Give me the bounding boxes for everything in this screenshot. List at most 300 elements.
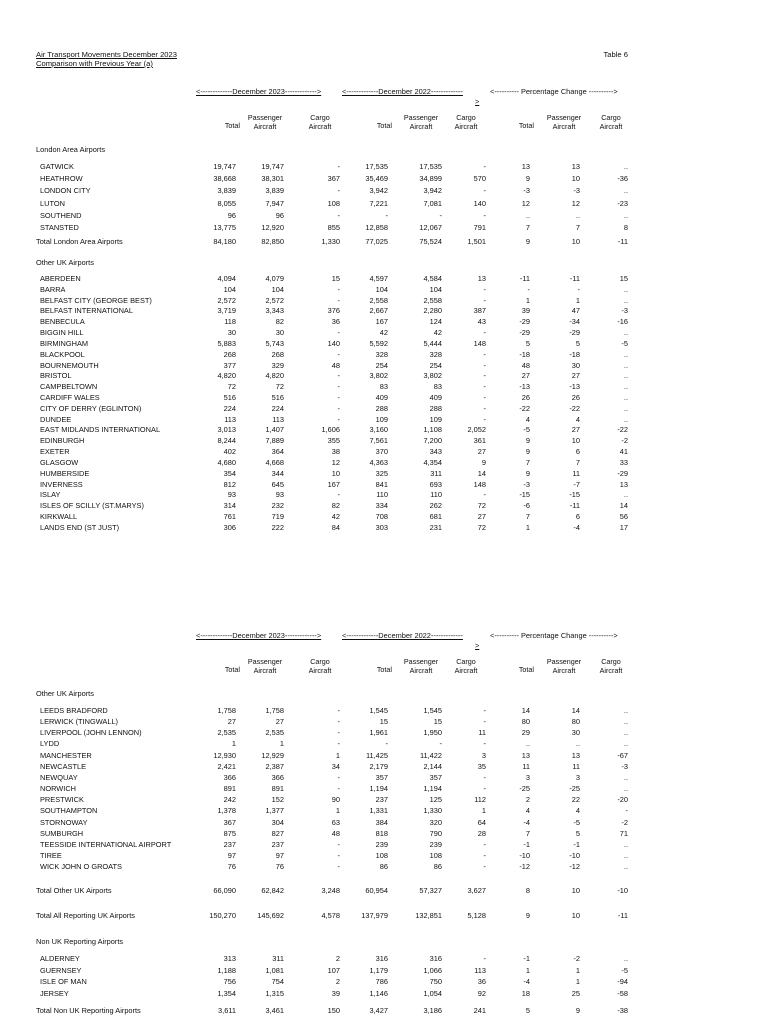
cell-dec2023-total: 313: [223, 954, 236, 963]
column-header-dec2022-passenger: [396, 114, 446, 131]
cell-dec2022-total: 4,597: [369, 274, 388, 283]
cell-dec2023-passenger: 4,668: [265, 457, 284, 467]
cell-pct-passenger: -2: [573, 954, 580, 963]
cell-dec2023-passenger: 645: [271, 479, 284, 489]
part1-table-row: [0, 447, 768, 458]
cell-dec2023-cargo: 84: [331, 522, 340, 532]
airport-name: EAST MIDLANDS INTERNATIONAL: [40, 425, 161, 435]
cell-dec2023-total: 224: [223, 403, 236, 413]
cell-dec2022-cargo: 5,128: [467, 911, 486, 920]
part1-table-row: [0, 371, 768, 382]
cell-dec2022-total: 60,954: [365, 886, 388, 895]
column-header-dec2023-total: Total: [224, 665, 240, 674]
cell-dec2022-total: 357: [375, 772, 388, 782]
cell-dec2023-total: 1,188: [217, 965, 236, 975]
cell-pct-cargo: 14: [619, 501, 628, 511]
part1-table-row: [0, 339, 768, 350]
cell-dec2022-total: 316: [375, 954, 388, 963]
cell-pct-total: 9: [525, 174, 530, 184]
airport-name: ISLAY: [40, 490, 61, 500]
cell-dec2022-cargo: 570: [473, 174, 486, 184]
cell-dec2022-total: 17,535: [365, 162, 388, 171]
airport-name: CITY OF DERRY (EGLINTON): [40, 403, 142, 413]
cell-dec2023-passenger: 329: [271, 360, 284, 370]
part2-table-row: [0, 851, 768, 862]
cell-pct-cargo: ..: [623, 772, 628, 782]
part2-table-row: [0, 966, 768, 977]
cell-dec2022-cargo: -: [483, 210, 486, 220]
cell-pct-passenger: 14: [571, 706, 580, 715]
cell-dec2023-total: 237: [223, 839, 236, 849]
cell-pct-total: -29: [519, 317, 530, 327]
cell-pct-cargo: 41: [619, 447, 628, 457]
cell-pct-passenger: 30: [571, 728, 580, 738]
column-header-dec2023-total: Total: [224, 121, 240, 130]
airport-name: GLASGOW: [40, 457, 79, 467]
cell-dec2022-cargo: -: [483, 850, 486, 860]
cell-dec2022-passenger: 104: [429, 284, 442, 294]
cell-dec2022-passenger: 231: [429, 522, 442, 532]
cell-dec2022-passenger: 316: [429, 954, 442, 963]
cell-pct-passenger: -22: [569, 403, 580, 413]
cell-dec2022-passenger: 7,200: [423, 436, 442, 446]
part1-table-row: [0, 501, 768, 512]
cell-dec2023-total: 66,090: [213, 886, 236, 895]
cell-dec2022-total: 409: [375, 393, 388, 403]
cell-pct-passenger: 25: [571, 988, 580, 998]
cell-pct-cargo: ..: [623, 850, 628, 860]
cell-dec2023-cargo: -: [337, 772, 340, 782]
airport-name: CARDIFF WALES: [40, 393, 100, 403]
part1-table-row: [0, 512, 768, 523]
cell-dec2022-cargo: 35: [477, 761, 486, 771]
part2-table-row: [0, 806, 768, 817]
cell-pct-total: 4: [525, 414, 530, 424]
cell-dec2022-total: 137,979: [361, 911, 388, 920]
cell-dec2022-cargo: 113: [474, 965, 486, 975]
cell-dec2022-total: 77,025: [365, 237, 388, 246]
cell-pct-passenger: 3: [575, 772, 580, 782]
cell-dec2023-passenger: 304: [271, 817, 284, 827]
cell-dec2022-passenger: 239: [429, 839, 442, 849]
cell-dec2022-passenger: 311: [430, 468, 442, 478]
airport-name: BLACKPOOL: [40, 349, 85, 359]
cell-dec2023-passenger: 72: [275, 382, 284, 392]
cell-dec2022-cargo: 28: [477, 828, 486, 838]
cell-dec2023-cargo: -: [337, 284, 340, 294]
column-header-dec2022-cargo: [442, 114, 490, 131]
cell-dec2023-total: 93: [227, 490, 236, 500]
cell-pct-passenger: 7: [575, 223, 580, 232]
cell-dec2023-passenger: 82,850: [261, 237, 284, 246]
cell-dec2023-passenger: 1,377: [265, 806, 284, 816]
cell-pct-passenger: 10: [571, 886, 580, 895]
cell-dec2023-total: 875: [223, 828, 236, 838]
cell-dec2023-cargo: 63: [331, 817, 340, 827]
cell-dec2023-cargo: 82: [331, 501, 340, 511]
part1-table-row: [0, 469, 768, 480]
group-header-dec2023: <-------------December 2023------------->: [196, 87, 322, 96]
cell-dec2022-cargo: 148: [473, 338, 486, 348]
cell-dec2022-passenger: 254: [429, 360, 442, 370]
cell-dec2023-passenger: 1,758: [265, 706, 284, 715]
cell-pct-total: 13: [521, 162, 530, 171]
cell-pct-total: -10: [519, 850, 530, 860]
cell-dec2023-total: 76: [227, 862, 236, 872]
cell-dec2022-cargo: -: [483, 393, 486, 403]
airport-name: TIREE: [40, 850, 62, 860]
cell-dec2022-total: 254: [375, 360, 388, 370]
cell-pct-cargo: -67: [617, 750, 628, 760]
airport-name: BELFAST INTERNATIONAL: [40, 306, 133, 316]
cell-dec2022-passenger: 108: [429, 850, 442, 860]
column-header-line2: Aircraft: [599, 121, 623, 131]
cell-dec2023-total: 4,094: [217, 274, 236, 283]
cell-pct-passenger: 7: [575, 457, 580, 467]
cell-pct-passenger: 5: [575, 828, 580, 838]
cell-dec2022-cargo: 2,052: [467, 425, 486, 435]
airport-name: HEATHROW: [40, 174, 83, 184]
part2-section-row: [0, 689, 768, 700]
cell-dec2023-total: 19,747: [213, 162, 236, 171]
cell-dec2022-cargo: 27: [477, 447, 486, 457]
column-header-line2: Aircraft: [253, 121, 277, 131]
part1-table-row: [0, 296, 768, 307]
column-header-line1: Passenger: [403, 657, 439, 666]
cell-dec2023-passenger: 5,743: [265, 338, 284, 348]
cell-dec2023-passenger: 62,842: [261, 886, 284, 895]
column-header-line1: Passenger: [403, 113, 439, 122]
cell-dec2022-total: -: [385, 739, 388, 749]
part2-section-row: [0, 886, 768, 897]
cell-pct-cargo: -11: [617, 911, 628, 920]
cell-dec2023-cargo: -: [337, 850, 340, 860]
airport-name: SOUTHEND: [40, 210, 82, 220]
column-header-line2: Aircraft: [599, 665, 623, 675]
cell-dec2023-cargo: 2: [335, 977, 340, 986]
cell-dec2023-cargo: -: [337, 371, 340, 381]
cell-dec2022-cargo: 140: [473, 198, 486, 208]
cell-dec2023-cargo: 15: [331, 274, 340, 283]
cell-dec2023-total: 13,775: [213, 223, 236, 232]
airport-name: STANSTED: [40, 223, 79, 232]
cell-pct-cargo: -2: [621, 817, 628, 827]
cell-dec2023-total: 12,930: [213, 750, 236, 760]
part1-table-row: [0, 480, 768, 491]
cell-dec2022-total: 328: [375, 349, 388, 359]
airport-name: NEWQUAY: [40, 772, 78, 782]
column-header-dec2022-cargo: [442, 658, 490, 675]
airport-name: GUERNSEY: [40, 965, 82, 975]
cell-dec2023-passenger: 268: [271, 349, 284, 359]
cell-dec2022-passenger: 5,444: [423, 338, 442, 348]
cell-pct-cargo: ..: [623, 349, 628, 359]
cell-dec2022-cargo: 3,627: [467, 886, 486, 895]
cell-dec2023-passenger: 7,947: [265, 198, 284, 208]
cell-dec2023-cargo: 367: [327, 174, 340, 184]
cell-dec2022-total: -: [385, 210, 388, 220]
section-label: Total Non UK Reporting Airports: [36, 1006, 141, 1015]
cell-dec2022-cargo: -: [483, 403, 486, 413]
cell-dec2022-passenger: 4,354: [423, 457, 442, 467]
cell-dec2023-passenger: 4,079: [265, 274, 284, 283]
airport-name: CAMPBELTOWN: [40, 382, 98, 392]
cell-pct-cargo: -38: [617, 1006, 628, 1015]
cell-dec2022-total: 239: [375, 839, 388, 849]
part1-table-row: [0, 523, 768, 534]
cell-pct-passenger: 80: [571, 717, 580, 727]
cell-pct-cargo: -5: [621, 965, 628, 975]
airport-name: JERSEY: [40, 988, 69, 998]
cell-pct-passenger: 5: [575, 338, 580, 348]
cell-dec2022-total: 167: [375, 317, 388, 327]
cell-pct-cargo: -22: [617, 425, 628, 435]
cell-dec2023-total: 367: [223, 817, 236, 827]
group-header-dec2022: <-------------December 2022-------------: [342, 631, 463, 640]
cell-dec2022-passenger: 1,054: [423, 988, 442, 998]
cell-dec2022-total: 4,363: [369, 457, 388, 467]
part1-table-row: [0, 490, 768, 501]
cell-pct-total: 9: [525, 447, 530, 457]
cell-dec2022-cargo: -: [483, 739, 486, 749]
cell-dec2022-passenger: 1,194: [423, 784, 442, 794]
column-header-dec2022-total: Total: [376, 121, 392, 130]
part1-table-row: [0, 223, 768, 234]
cell-pct-total: -12: [519, 862, 530, 872]
cell-pct-total: 8: [525, 886, 530, 895]
cell-pct-total: 39: [521, 306, 530, 316]
cell-dec2023-passenger: 364: [271, 447, 284, 457]
cell-dec2023-cargo: -: [337, 162, 340, 171]
column-header-line2: Aircraft: [409, 665, 433, 675]
cell-pct-passenger: -29: [569, 328, 580, 338]
cell-pct-total: 9: [525, 468, 530, 478]
cell-pct-cargo: -20: [617, 795, 628, 805]
airport-name: NORWICH: [40, 784, 76, 794]
cell-dec2022-total: 11,425: [365, 750, 388, 760]
section-label: London Area Airports: [36, 145, 106, 154]
airport-name: ISLES OF SCILLY (ST.MARYS): [40, 501, 144, 511]
cell-dec2023-cargo: -: [337, 784, 340, 794]
cell-dec2022-total: 15: [379, 717, 388, 727]
cell-dec2023-cargo: 39: [331, 988, 340, 998]
airport-name: LIVERPOOL (JOHN LENNON): [40, 728, 142, 738]
cell-dec2023-passenger: 113: [272, 414, 284, 424]
cell-dec2022-passenger: 409: [429, 393, 442, 403]
cell-pct-cargo: ..: [623, 717, 628, 727]
part2-table-row: [0, 728, 768, 739]
cell-pct-total: -15: [519, 490, 530, 500]
cell-dec2022-cargo: -: [483, 862, 486, 872]
cell-pct-total: 18: [521, 988, 530, 998]
cell-dec2023-total: 3,611: [218, 1006, 236, 1015]
report-title: Air Transport Movements December 2023: [36, 50, 177, 59]
cell-pct-total: -4: [523, 977, 530, 986]
cell-dec2022-cargo: 791: [473, 223, 486, 232]
cell-dec2022-passenger: 57,327: [419, 886, 442, 895]
cell-dec2022-cargo: -: [483, 284, 486, 294]
cell-pct-passenger: 10: [571, 237, 580, 246]
cell-dec2022-cargo: -: [483, 162, 486, 171]
column-header-line1: Cargo: [310, 113, 330, 122]
cell-dec2022-passenger: 15: [433, 717, 442, 727]
group-header-dec2022-tail: >: [475, 641, 480, 650]
cell-pct-cargo: ..: [623, 186, 628, 196]
cell-dec2023-passenger: 82: [275, 317, 284, 327]
cell-dec2022-cargo: 64: [477, 817, 486, 827]
part1-table-row: [0, 328, 768, 339]
cell-dec2023-passenger: 2,535: [265, 728, 284, 738]
cell-pct-cargo: -3: [621, 761, 628, 771]
cell-pct-total: 4: [525, 806, 530, 816]
cell-pct-total: -5: [523, 425, 530, 435]
cell-pct-total: 9: [525, 911, 530, 920]
airport-name: LANDS END (ST JUST): [40, 522, 120, 532]
cell-dec2022-cargo: -: [483, 717, 486, 727]
cell-dec2023-cargo: -: [337, 490, 340, 500]
part1-table-row: [0, 458, 768, 469]
cell-dec2022-total: 708: [375, 512, 388, 522]
column-header-line2: Aircraft: [308, 121, 332, 131]
cell-pct-cargo: 56: [619, 512, 628, 522]
cell-dec2023-cargo: 1: [335, 806, 340, 816]
cell-pct-total: 5: [525, 1006, 530, 1015]
cell-dec2022-cargo: 92: [477, 988, 486, 998]
cell-dec2023-passenger: 1,407: [265, 425, 284, 435]
cell-pct-passenger: 12: [571, 198, 580, 208]
cell-dec2023-passenger: 366: [271, 772, 284, 782]
cell-dec2023-passenger: 1,081: [265, 965, 284, 975]
part2-table-row: [0, 762, 768, 773]
cell-dec2023-total: 8,244: [217, 436, 236, 446]
cell-pct-cargo: ..: [623, 393, 628, 403]
cell-pct-cargo: 8: [623, 223, 628, 232]
column-header-line1: Passenger: [247, 113, 283, 122]
cell-dec2023-total: 366: [223, 772, 236, 782]
cell-dec2023-cargo: -: [337, 728, 340, 738]
part2-table-row: [0, 706, 768, 717]
part2-table-row: [0, 977, 768, 988]
cell-dec2023-cargo: 1,606: [321, 425, 340, 435]
cell-dec2023-cargo: 48: [331, 360, 340, 370]
cell-pct-passenger: -13: [569, 382, 580, 392]
cell-dec2023-cargo: -: [337, 839, 340, 849]
cell-dec2023-cargo: 150: [327, 1006, 340, 1015]
cell-dec2023-passenger: 237: [271, 839, 284, 849]
cell-dec2023-cargo: 2: [335, 954, 340, 963]
cell-pct-total: -4: [523, 817, 530, 827]
cell-dec2023-total: 268: [223, 349, 236, 359]
cell-pct-passenger: 26: [571, 393, 580, 403]
part2-table-row: [0, 784, 768, 795]
cell-dec2023-passenger: 311: [272, 954, 284, 963]
cell-dec2022-total: 1,179: [369, 965, 388, 975]
cell-pct-total: ..: [525, 210, 530, 220]
cell-dec2023-passenger: 104: [271, 284, 284, 294]
cell-dec2023-total: 104: [223, 284, 236, 294]
cell-dec2023-total: 756: [223, 977, 236, 986]
cell-dec2023-passenger: 38,301: [261, 174, 284, 184]
cell-pct-passenger: 1: [575, 965, 580, 975]
cell-dec2022-total: 1,961: [369, 728, 388, 738]
cell-dec2023-passenger: 222: [271, 522, 284, 532]
part1-table-row: [0, 317, 768, 328]
column-header-line1: Cargo: [601, 657, 621, 666]
cell-dec2022-total: 108: [375, 850, 388, 860]
cell-dec2023-passenger: 3,461: [265, 1006, 284, 1015]
cell-dec2022-total: 2,667: [369, 306, 388, 316]
cell-pct-total: 13: [521, 750, 530, 760]
cell-pct-total: 80: [521, 717, 530, 727]
cell-dec2023-passenger: 2,572: [265, 295, 284, 305]
section-label: Total All Reporting UK Airports: [36, 911, 135, 920]
airport-name: ISLE OF MAN: [40, 977, 87, 986]
part2-table-row: [0, 818, 768, 829]
cell-pct-passenger: -11: [569, 501, 580, 511]
group-header-pct: <---------- Percentage Change ---------->: [490, 87, 618, 96]
cell-dec2022-cargo: 241: [473, 1006, 486, 1015]
cell-pct-total: 1: [525, 295, 530, 305]
airport-name: ALDERNEY: [40, 954, 80, 963]
cell-dec2022-cargo: -: [483, 490, 486, 500]
cell-dec2022-total: 109: [375, 414, 388, 424]
cell-dec2023-passenger: 4,820: [265, 371, 284, 381]
cell-dec2023-total: 516: [223, 393, 236, 403]
cell-dec2022-total: 1,545: [369, 706, 388, 715]
cell-pct-cargo: -2: [621, 436, 628, 446]
part1-table-row: [0, 162, 768, 173]
cell-dec2022-total: 42: [379, 328, 388, 338]
cell-dec2022-passenger: 124: [429, 317, 442, 327]
table-number: Table 6: [603, 50, 628, 59]
part2-table-row: [0, 989, 768, 1000]
cell-dec2022-cargo: -: [483, 328, 486, 338]
cell-dec2023-passenger: 232: [271, 501, 284, 511]
cell-dec2023-passenger: 754: [271, 977, 284, 986]
column-header-line1: Cargo: [601, 113, 621, 122]
cell-pct-passenger: -10: [569, 850, 580, 860]
cell-dec2022-passenger: 12,067: [419, 223, 442, 232]
cell-pct-passenger: -11: [569, 274, 580, 283]
column-header-line1: Cargo: [456, 657, 476, 666]
cell-pct-passenger: -3: [573, 186, 580, 196]
column-header-dec2023-passenger: [242, 114, 288, 131]
cell-dec2022-cargo: -: [483, 186, 486, 196]
cell-dec2023-total: 1,378: [217, 806, 236, 816]
cell-dec2023-cargo: -: [337, 739, 340, 749]
cell-dec2022-cargo: 1: [481, 806, 486, 816]
cell-pct-passenger: 10: [571, 436, 580, 446]
cell-dec2023-passenger: 12,920: [261, 223, 284, 232]
part2-table-row: [0, 954, 768, 965]
cell-dec2022-passenger: 3,802: [423, 371, 442, 381]
cell-pct-total: -3: [523, 479, 530, 489]
cell-dec2023-total: 96: [227, 210, 236, 220]
column-header-dec2022-total: Total: [376, 665, 392, 674]
airport-name: LEEDS BRADFORD: [40, 706, 108, 715]
cell-dec2022-cargo: -: [483, 360, 486, 370]
cell-dec2022-passenger: 2,144: [423, 761, 442, 771]
cell-dec2023-cargo: 3,248: [321, 886, 340, 895]
group-header-pct: <---------- Percentage Change ---------->: [490, 631, 618, 640]
cell-dec2022-total: 2,179: [369, 761, 388, 771]
cell-dec2022-passenger: 328: [429, 349, 442, 359]
cell-dec2022-total: 2,558: [369, 295, 388, 305]
cell-pct-passenger: 11: [572, 761, 580, 771]
cell-dec2023-total: 8,055: [217, 198, 236, 208]
airport-name: TEESSIDE INTERNATIONAL AIRPORT: [40, 839, 172, 849]
cell-pct-cargo: -58: [617, 988, 628, 998]
